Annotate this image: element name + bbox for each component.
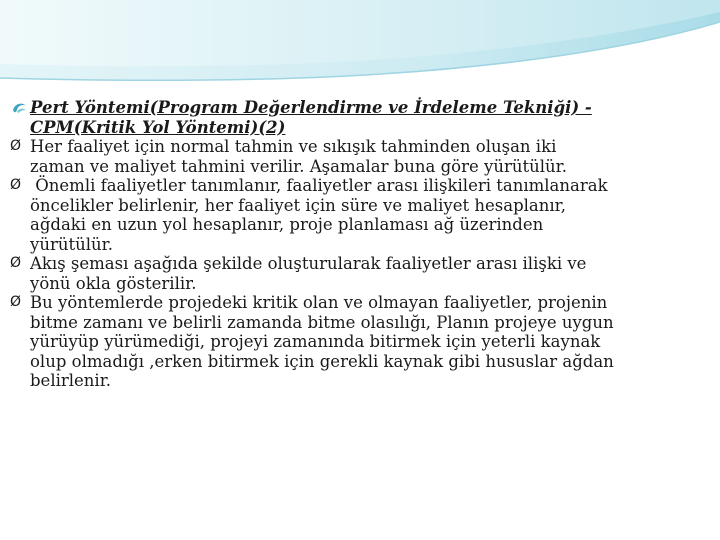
arrow-bullet-icon: Ø [10, 177, 22, 193]
slide-heading [10, 98, 615, 137]
slide-content [10, 98, 615, 391]
arrow-bullet-icon: Ø [10, 138, 22, 154]
arrow-bullet-icon: Ø [10, 294, 22, 310]
swirl-bullet-icon [12, 100, 28, 116]
arrow-bullet-icon: Ø [10, 255, 22, 271]
bullet-item [10, 137, 615, 176]
bullet-item [10, 293, 615, 391]
bullet-text: Her faaliyet için normal tahmin ve sıkışık tahminden oluşan iki zaman ve maliyet tahmini verilir. Aşamalar buna göre yürütülür. [30, 137, 567, 176]
heading-text: Pert Yöntemi(Program Değerlendirme ve İrdeleme Tekniği) - CPM(Kritik Yol Yöntemi)(2) [30, 98, 592, 137]
decorative-wave-banner [0, 0, 720, 100]
bullet-text: Bu yöntemlerde projedeki kritik olan ve olmayan faaliyetler, projenin bitme zamanı ve belirli zamanda bitme olasılığı, Planın projeye uygun yürüyüp yürümediği, projeyi zamanında bitirmek için yeterli kaynak olup olmadığı ,erken bitirmek için gerekli kaynak gibi hususlar ağdan belirlenir. [30, 293, 614, 390]
bullet-text: Önemli faaliyetler tanımlanır, faaliyetler arası ilişkileri tanımlanarak öncelikler belirlenir, her faaliyet için süre ve maliyet hesaplanır, ağdaki en uzun yol hesaplanır, proje planlaması ağ üzerinden yürütülür. [30, 176, 613, 254]
bullet-text: Akış şeması aşağıda şekilde oluşturularak faaliyetler arası ilişki ve yönü okla gösterilir. [30, 254, 587, 293]
bullet-item [10, 254, 615, 293]
bullet-item [10, 176, 615, 254]
banner-wave-front [0, 0, 720, 66]
